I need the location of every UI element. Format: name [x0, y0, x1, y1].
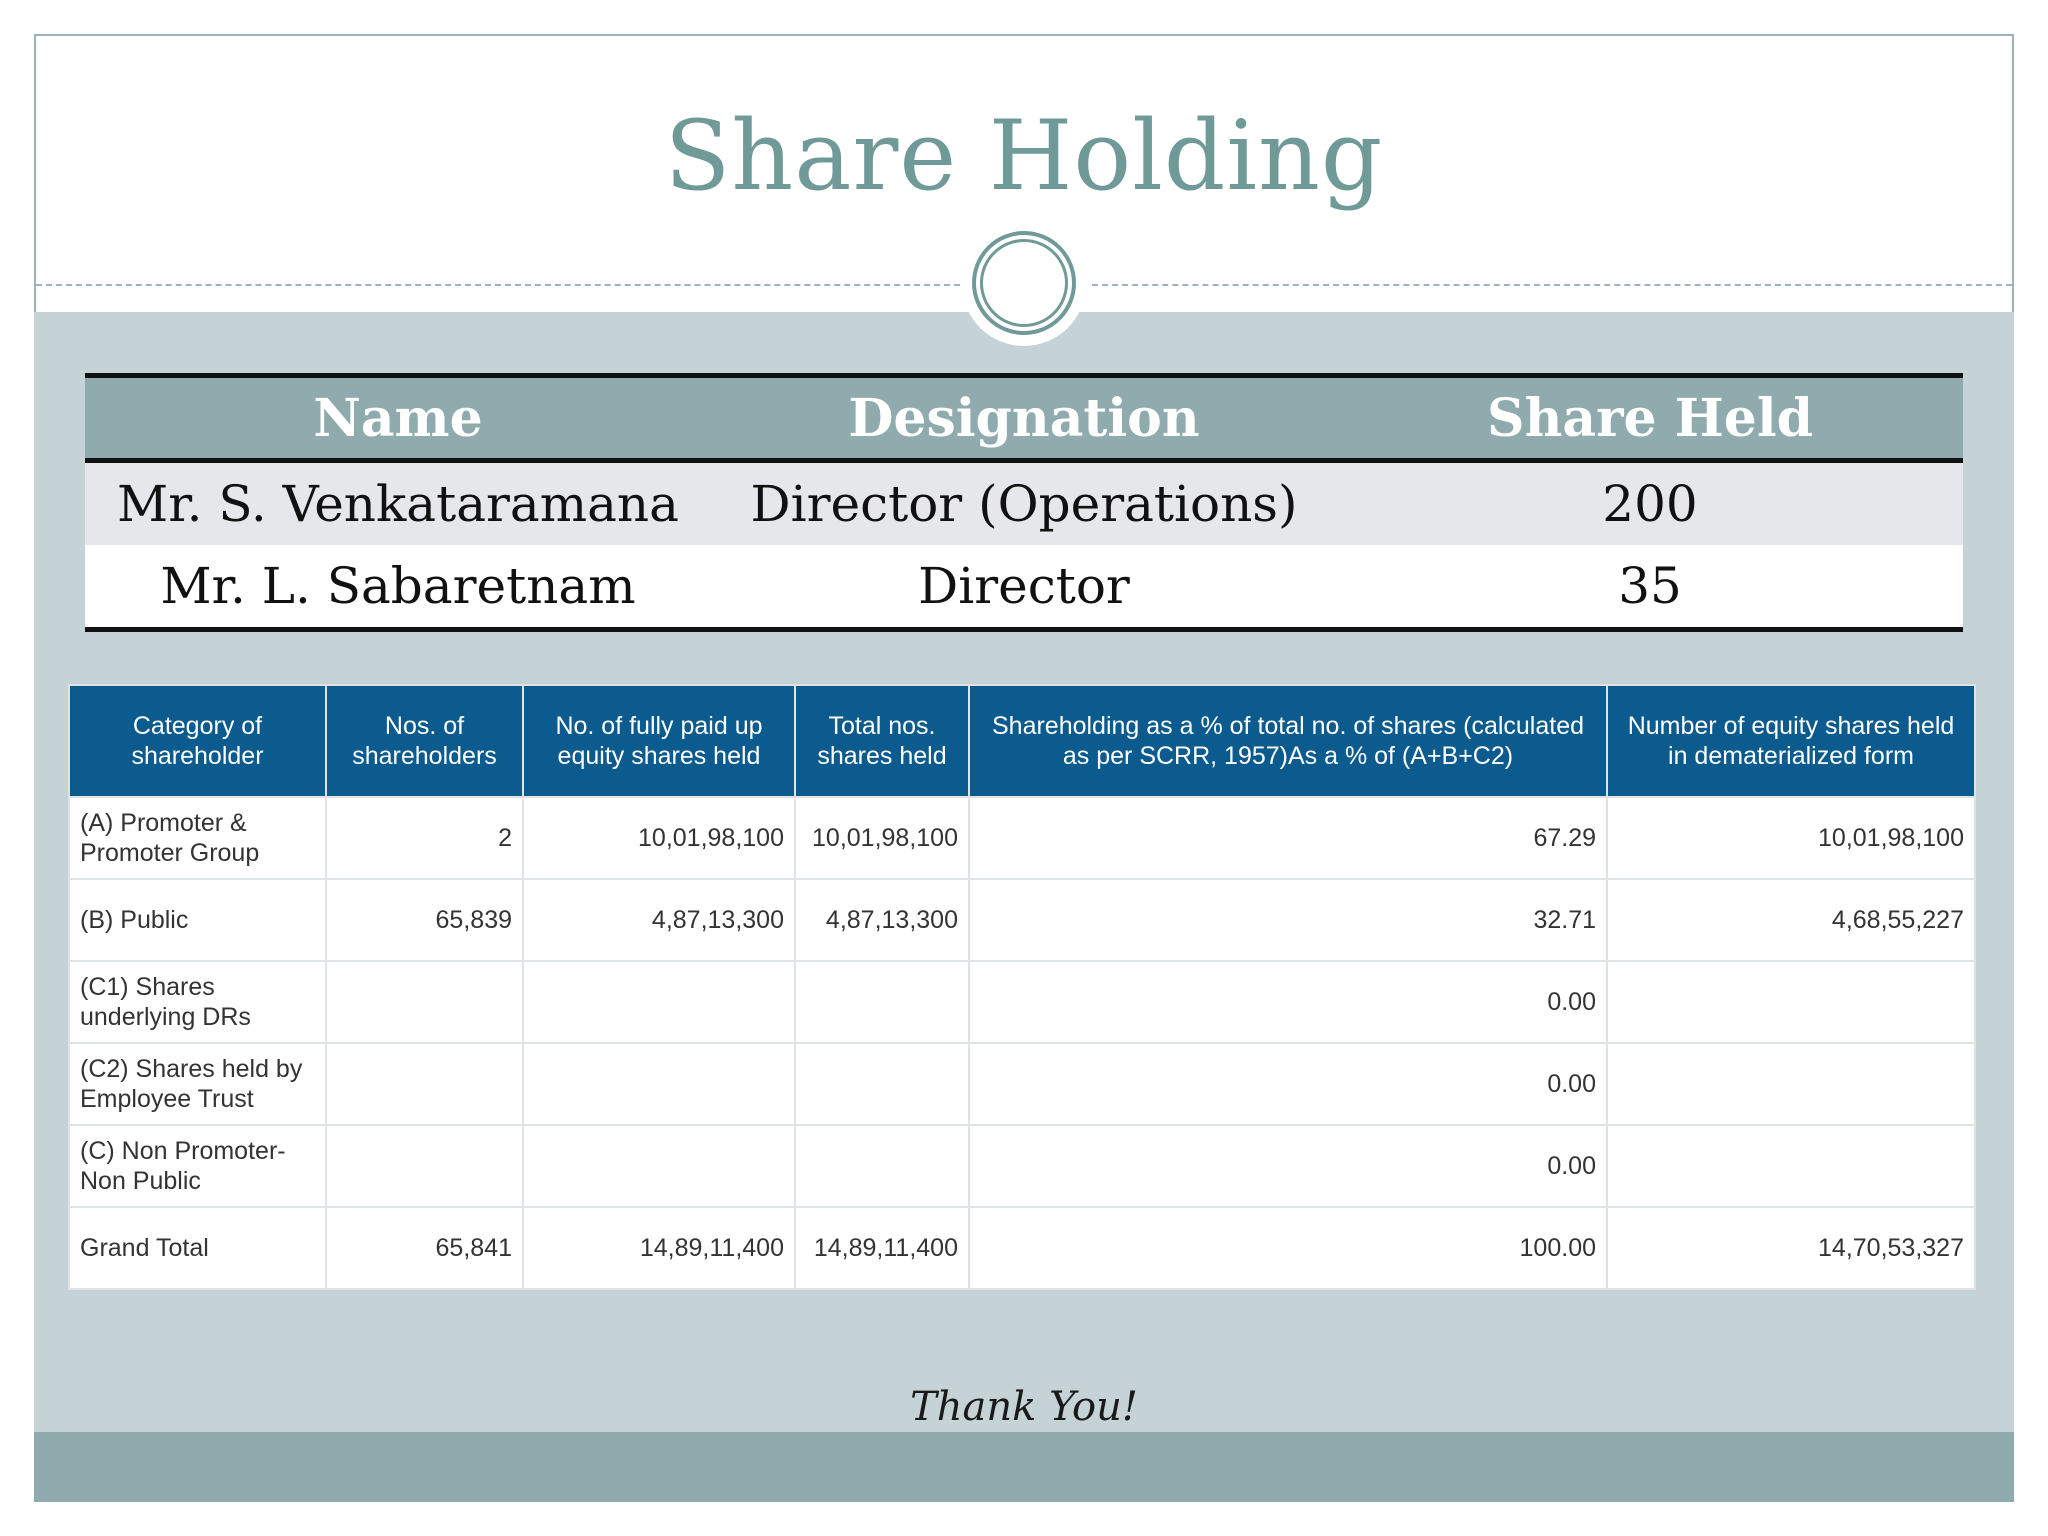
director-shares: 200 [1337, 461, 1963, 546]
divider-left [36, 284, 960, 286]
table-row [69, 1207, 1975, 1289]
cell-percent: 0.00 [969, 1043, 1607, 1125]
col-total-shares: Total nos. shares held [795, 685, 969, 797]
table-row [69, 1125, 1975, 1207]
table-row [69, 797, 1975, 879]
cell-nos [326, 1043, 523, 1125]
cell-percent: 0.00 [969, 961, 1607, 1043]
cell-demat: 10,01,98,100 [1607, 797, 1975, 879]
cell-nos: 65,841 [326, 1207, 523, 1289]
director-designation: Director [711, 545, 1337, 630]
cell-fully-paid [523, 1125, 795, 1207]
cell-nos: 2 [326, 797, 523, 879]
cell-demat [1607, 1043, 1975, 1125]
shareholding-table-wrap [68, 684, 1974, 1290]
cell-category: (A) Promoter & Promoter Group [69, 797, 326, 879]
cell-percent: 0.00 [969, 1125, 1607, 1207]
header-share-held: Share Held [1337, 376, 1963, 461]
thank-you-text: Thank You! [910, 1384, 1138, 1430]
cell-total [795, 1043, 969, 1125]
cell-category: (C2) Shares held by Employee Trust [69, 1043, 326, 1125]
shareholding-table [68, 684, 1976, 1290]
cell-fully-paid [523, 961, 795, 1043]
cell-total: 4,87,13,300 [795, 879, 969, 961]
footer-band [34, 1432, 2014, 1502]
col-demat: Number of equity shares held in dematerialized form [1607, 685, 1975, 797]
divider-inner-circle [980, 239, 1068, 327]
cell-total: 14,89,11,400 [795, 1207, 969, 1289]
director-name: Mr. S. Venkataramana [85, 461, 711, 546]
cell-percent: 67.29 [969, 797, 1607, 879]
cell-fully-paid: 4,87,13,300 [523, 879, 795, 961]
cell-total: 10,01,98,100 [795, 797, 969, 879]
cell-demat [1607, 961, 1975, 1043]
col-nos-shareholders: Nos. of shareholders [326, 685, 523, 797]
director-name: Mr. L. Sabaretnam [85, 545, 711, 630]
cell-category: (C1) Shares underlying DRs [69, 961, 326, 1043]
cell-percent: 32.71 [969, 879, 1607, 961]
cell-demat [1607, 1125, 1975, 1207]
cell-fully-paid: 14,89,11,400 [523, 1207, 795, 1289]
director-header-row [85, 376, 1963, 461]
header-name: Name [85, 376, 711, 461]
cell-demat: 4,68,55,227 [1607, 879, 1975, 961]
col-category: Category of shareholder [69, 685, 326, 797]
cell-demat: 14,70,53,327 [1607, 1207, 1975, 1289]
cell-percent: 100.00 [969, 1207, 1607, 1289]
cell-fully-paid: 10,01,98,100 [523, 797, 795, 879]
director-row [85, 461, 1963, 546]
cell-nos: 65,839 [326, 879, 523, 961]
table-row [69, 1043, 1975, 1125]
director-table [85, 373, 1963, 632]
shareholding-header-row [69, 685, 1975, 797]
cell-nos [326, 1125, 523, 1207]
col-fully-paid: No. of fully paid up equity shares held [523, 685, 795, 797]
director-shares: 35 [1337, 545, 1963, 630]
director-row [85, 545, 1963, 630]
slide-title: Share Holding [664, 100, 1384, 212]
cell-fully-paid [523, 1043, 795, 1125]
cell-category: (B) Public [69, 879, 326, 961]
table-row [69, 879, 1975, 961]
col-percent: Shareholding as a % of total no. of shares (calculated as per SCRR, 1957)As a % of (A+B+C2) [969, 685, 1607, 797]
cell-total [795, 1125, 969, 1207]
cell-total [795, 961, 969, 1043]
table-row [69, 961, 1975, 1043]
director-designation: Director (Operations) [711, 461, 1337, 546]
cell-category: Grand Total [69, 1207, 326, 1289]
header-designation: Designation [711, 376, 1337, 461]
cell-nos [326, 961, 523, 1043]
divider-right [1092, 284, 2012, 286]
cell-category: (C) Non Promoter-Non Public [69, 1125, 326, 1207]
